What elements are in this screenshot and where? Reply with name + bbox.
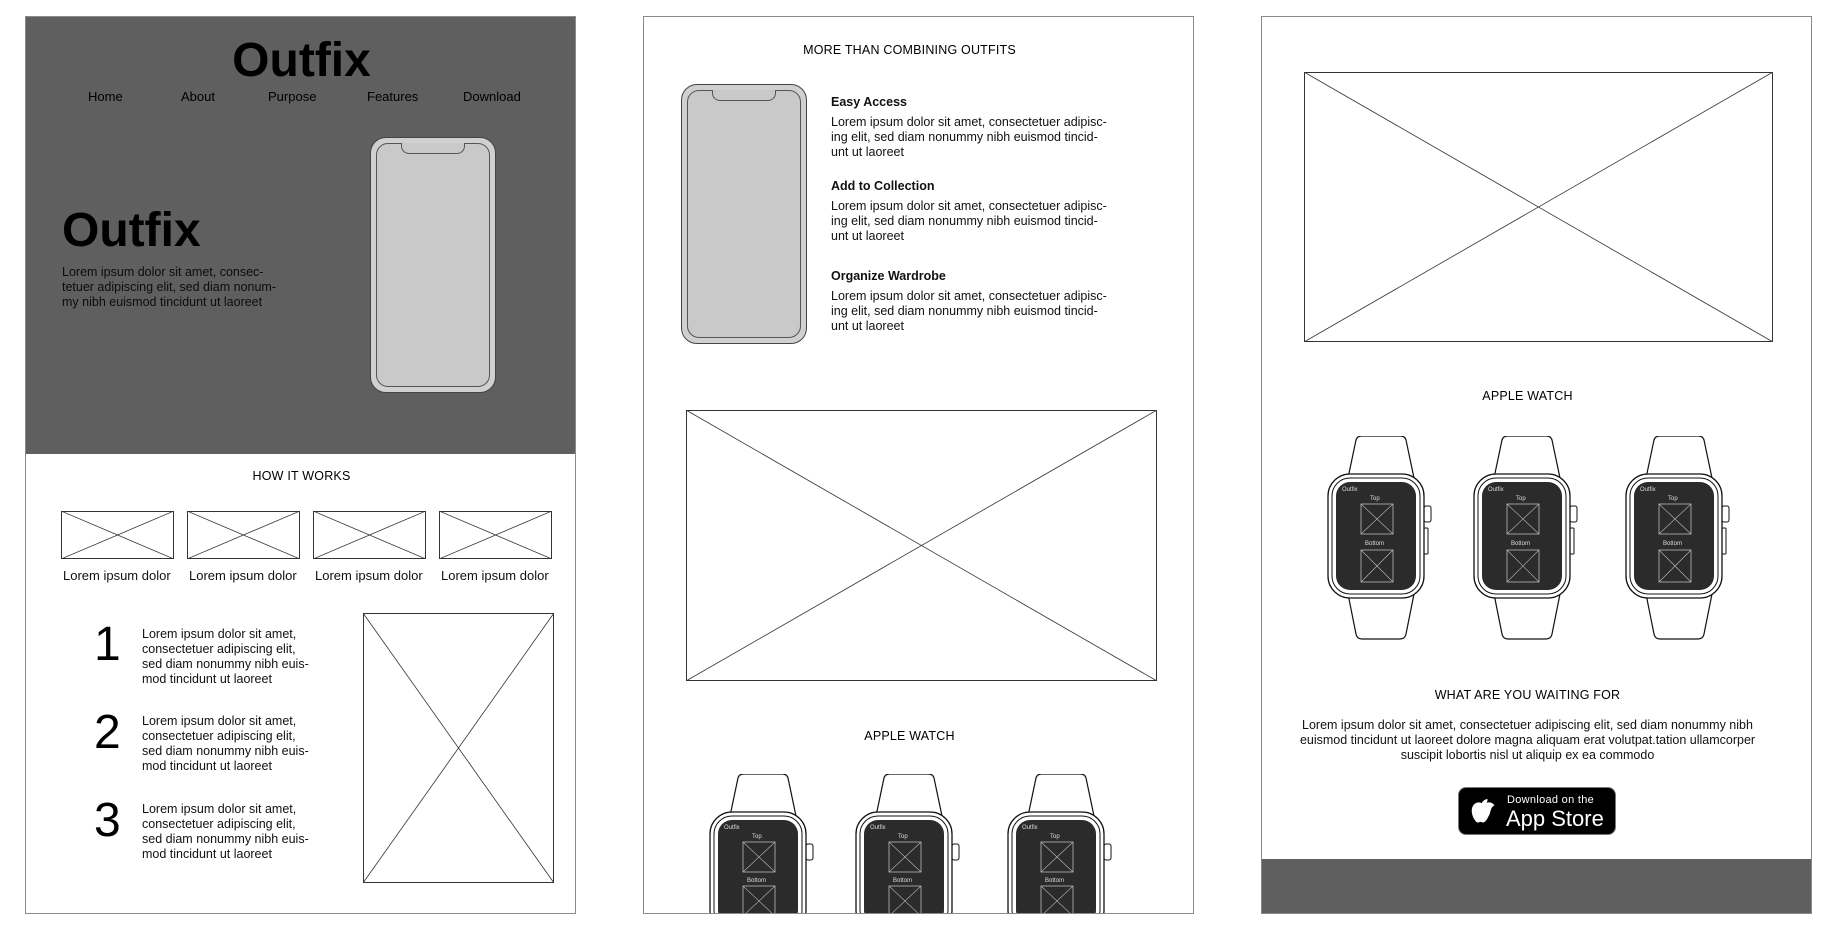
image-placeholder bbox=[1304, 72, 1773, 342]
step-text-line: sed diam nonummy nibh euis- bbox=[142, 657, 309, 671]
hero-text-line: Lorem ipsum dolor sit amet, consec- bbox=[62, 265, 264, 279]
feature-item bbox=[831, 179, 1107, 244]
apple-watch-mockup bbox=[708, 774, 818, 914]
hero-section bbox=[26, 17, 576, 454]
phone-screen bbox=[687, 90, 801, 338]
step-text-line: Lorem ipsum dolor sit amet, bbox=[142, 714, 297, 728]
phone-mockup bbox=[681, 84, 807, 344]
watch-brand: Outfix bbox=[1022, 825, 1038, 831]
step-number: 1 bbox=[94, 618, 121, 671]
image-placeholder bbox=[363, 613, 554, 883]
app-store-big-text: App Store bbox=[1506, 806, 1604, 831]
header-logo[interactable]: Outfix bbox=[232, 34, 371, 87]
step-text-line: sed diam nonummy nibh euis- bbox=[142, 744, 309, 758]
app-store-button[interactable] bbox=[1458, 787, 1616, 835]
watch-bottom-label: Bottom bbox=[893, 878, 913, 884]
nav-about[interactable]: About bbox=[181, 89, 215, 104]
apple-watch-mockup bbox=[1624, 436, 1734, 646]
image-placeholder bbox=[439, 511, 552, 559]
watch-brand: Outfix bbox=[1488, 487, 1504, 493]
watch-brand: Outfix bbox=[1640, 487, 1656, 493]
landing-panel-3 bbox=[1261, 16, 1812, 914]
feature-title: Organize Wardrobe bbox=[831, 269, 946, 283]
step-number: 2 bbox=[94, 706, 121, 759]
feature-item bbox=[831, 95, 1107, 160]
step-description bbox=[142, 714, 309, 774]
image-placeholder bbox=[686, 410, 1157, 681]
step-text-line: consectetuer adipiscing elit, bbox=[142, 729, 296, 743]
hero-title: Outfix bbox=[62, 204, 201, 257]
landing-panel-2 bbox=[643, 16, 1194, 914]
footer-bar bbox=[1262, 859, 1812, 914]
watch-brand: Outfix bbox=[724, 825, 740, 831]
watch-brand: Outfix bbox=[1342, 487, 1358, 493]
step-text-line: mod tincidunt ut laoreet bbox=[142, 759, 272, 773]
feature-text-line: unt ut laoreet bbox=[831, 229, 904, 243]
watch-bottom-label: Bottom bbox=[747, 878, 767, 884]
step-text-line: mod tincidunt ut laoreet bbox=[142, 847, 272, 861]
phone-notch bbox=[401, 143, 465, 154]
landing-panel-1 bbox=[25, 16, 576, 914]
image-placeholder bbox=[187, 511, 300, 559]
cta-text-line: Lorem ipsum dolor sit amet, consectetuer adipiscing elit, sed diam nonummy nibh bbox=[1302, 718, 1753, 732]
feature-title: Add to Collection bbox=[831, 179, 935, 193]
phone-mockup bbox=[370, 137, 496, 393]
step-text-line: sed diam nonummy nibh euis- bbox=[142, 832, 309, 846]
apple-watch-mockup bbox=[1006, 774, 1116, 914]
apple-watch-mockup bbox=[854, 774, 964, 914]
step-text-line: mod tincidunt ut laoreet bbox=[142, 672, 272, 686]
cta-heading: WHAT ARE YOU WAITING FOR bbox=[1434, 688, 1621, 702]
feature-text-line: ing elit, sed diam nonummy nibh euismod tincid- bbox=[831, 130, 1098, 144]
watch-top-label: Top bbox=[752, 834, 762, 840]
nav-purpose[interactable]: Purpose bbox=[268, 89, 317, 104]
watch-bottom-label: Bottom bbox=[1045, 878, 1065, 884]
cta-description bbox=[1262, 718, 1793, 763]
watch-top-label: Top bbox=[1516, 496, 1526, 502]
hero-text-line: my nibh euismod tincidunt ut laoreet bbox=[62, 295, 263, 309]
app-store-small-text: Download on the bbox=[1507, 794, 1595, 806]
feature-text-line: Lorem ipsum dolor sit amet, consectetuer adipisc- bbox=[831, 115, 1107, 129]
image-placeholder bbox=[313, 511, 426, 559]
hero-description bbox=[62, 265, 302, 310]
apple-watch-mockup bbox=[1472, 436, 1582, 646]
feature-text-line: Lorem ipsum dolor sit amet, consectetuer adipisc- bbox=[831, 289, 1107, 303]
step-text-line: Lorem ipsum dolor sit amet, bbox=[142, 627, 297, 641]
feature-text-line: unt ut laoreet bbox=[831, 145, 904, 159]
thumb-label: Lorem ipsum dolor bbox=[315, 568, 423, 583]
watch-top-label: Top bbox=[1370, 496, 1380, 502]
apple-watch-heading: APPLE WATCH bbox=[864, 729, 955, 743]
apple-watch-mockup bbox=[1326, 436, 1436, 646]
nav-download[interactable]: Download bbox=[463, 89, 521, 104]
how-it-works-heading: HOW IT WORKS bbox=[252, 469, 351, 483]
thumb-label: Lorem ipsum dolor bbox=[189, 568, 297, 583]
step-text-line: consectetuer adipiscing elit, bbox=[142, 642, 296, 656]
step-text-line: Lorem ipsum dolor sit amet, bbox=[142, 802, 297, 816]
nav-features[interactable]: Features bbox=[367, 89, 419, 104]
feature-text-line: ing elit, sed diam nonummy nibh euismod tincid- bbox=[831, 214, 1098, 228]
phone-notch bbox=[712, 90, 776, 101]
cta-text-line: euismod tincidunt ut laoreet dolore magna aliquam erat volutpat.tation ullamcorper bbox=[1299, 733, 1756, 747]
apple-icon bbox=[1471, 798, 1495, 826]
feature-title: Easy Access bbox=[831, 95, 907, 109]
watch-top-label: Top bbox=[898, 834, 908, 840]
watch-top-label: Top bbox=[1668, 496, 1678, 502]
features-heading: MORE THAN COMBINING OUTFITS bbox=[803, 43, 1016, 57]
step-text-line: consectetuer adipiscing elit, bbox=[142, 817, 296, 831]
step-description bbox=[142, 627, 309, 687]
feature-text-line: Lorem ipsum dolor sit amet, consectetuer adipisc- bbox=[831, 199, 1107, 213]
step-description bbox=[142, 802, 309, 862]
feature-text-line: unt ut laoreet bbox=[831, 319, 904, 333]
phone-screen bbox=[376, 143, 490, 387]
watch-bottom-label: Bottom bbox=[1511, 541, 1531, 547]
feature-text-line: ing elit, sed diam nonummy nibh euismod tincid- bbox=[831, 304, 1098, 318]
feature-item bbox=[831, 269, 1107, 334]
watch-bottom-label: Bottom bbox=[1365, 541, 1385, 547]
cta-text-line: suscipit lobortis nisl ut aliquip ex ea commodo bbox=[1400, 748, 1655, 762]
hero-text-line: tetuer adipiscing elit, sed diam nonum- bbox=[62, 280, 277, 294]
thumb-label: Lorem ipsum dolor bbox=[63, 568, 171, 583]
watch-bottom-label: Bottom bbox=[1663, 541, 1683, 547]
watch-brand: Outfix bbox=[870, 825, 886, 831]
watch-top-label: Top bbox=[1050, 834, 1060, 840]
thumb-label: Lorem ipsum dolor bbox=[441, 568, 549, 583]
image-placeholder bbox=[61, 511, 174, 559]
apple-watch-heading: APPLE WATCH bbox=[1482, 389, 1573, 403]
step-number: 3 bbox=[94, 794, 121, 847]
nav-home[interactable]: Home bbox=[88, 89, 123, 104]
